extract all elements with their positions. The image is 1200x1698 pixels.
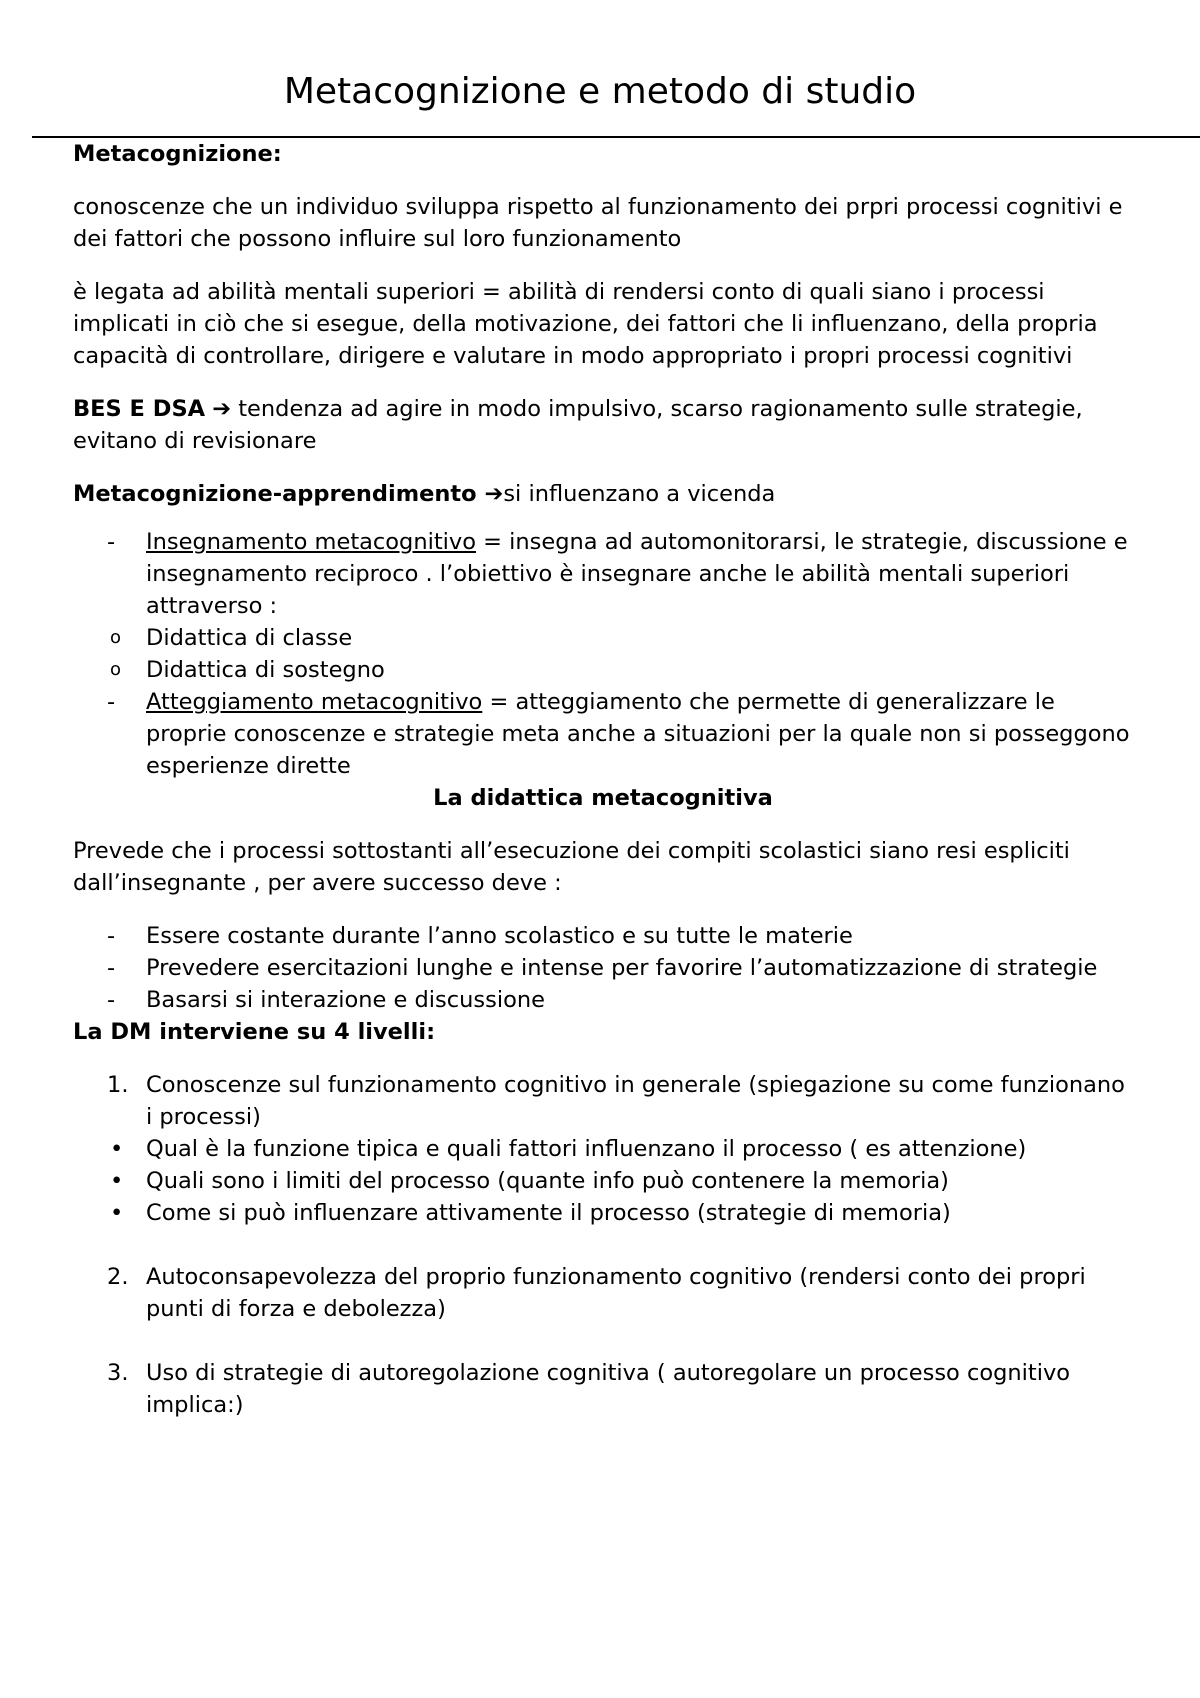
- arrow-icon: ➔: [212, 396, 232, 422]
- list-item: [73, 1069, 1133, 1229]
- sub-item-text: Didattica di classe: [146, 625, 353, 651]
- list-item: [73, 622, 1133, 654]
- list-item: [73, 984, 1133, 1016]
- dash-marker: -: [107, 529, 116, 555]
- term-atteggiamento: Atteggiamento metacognitivo: [146, 689, 483, 715]
- meta-apprendimento-paragraph: [73, 478, 1133, 510]
- sub-item-text: Come si può influenzare attivamente il processo (strategie di memoria): [146, 1200, 951, 1226]
- number-marker: 1.: [107, 1072, 129, 1098]
- list-item: [73, 1197, 1133, 1229]
- list-item: [73, 1261, 1133, 1325]
- abilities-paragraph: è legata ad abilità mentali superiori = abilità di rendersi conto di quali siano i processi implicati in ciò che si esegue, della motivazione, dei fattori che li influenzano, della propria capacità di controllare, dirigere e valutare in modo appropriato i propri processi cognitivi: [73, 279, 1098, 369]
- number-marker: 2.: [107, 1264, 129, 1290]
- livelli-heading: La DM interviene su 4 livelli:: [73, 1019, 436, 1045]
- item-text: = atteggiamento che permette di generalizzare le proprie conoscenze e strategie meta anche a situazioni per la quale non si posseggono esperienze dirette: [146, 689, 1130, 779]
- document-body: [73, 138, 1133, 1421]
- livelli-list: [73, 1069, 1133, 1421]
- dash-marker: -: [107, 987, 116, 1013]
- dash-marker: -: [107, 689, 116, 715]
- bullet-marker: •: [110, 1136, 124, 1162]
- item-text: Prevedere esercitazioni lunghe e intense per favorire l’automatizzazione di strategie: [146, 955, 1098, 981]
- item-text: Essere costante durante l’anno scolastico e su tutte le materie: [146, 923, 853, 949]
- list-item: [73, 952, 1133, 984]
- didattica-paragraph: Prevede che i processi sottostanti all’esecuzione dei compiti scolastici siano resi espliciti dall’insegnante , per avere successo deve :: [73, 838, 1070, 896]
- circle-marker: o: [110, 627, 122, 648]
- meta-apprendimento-label: Metacognizione-apprendimento: [73, 481, 485, 507]
- list-item: [73, 920, 1133, 952]
- bullet-marker: •: [110, 1200, 124, 1226]
- document-title: Metacognizione e metodo di studio: [283, 71, 917, 112]
- level-text: Autoconsapevolezza del proprio funzionamento cognitivo (rendersi conto dei propri punti di forza e debolezza): [146, 1264, 1086, 1322]
- arrow-icon: ➔: [484, 481, 504, 507]
- list-item: [73, 1357, 1133, 1421]
- sub-item-text: Didattica di sostegno: [146, 657, 385, 683]
- metacognizione-heading: [73, 138, 1133, 170]
- sub-list: [73, 622, 1133, 686]
- sub-list: [73, 1133, 1133, 1229]
- definition-paragraph: conoscenze che un individuo sviluppa rispetto al funzionamento dei prpri processi cognitivi e dei fattori che possono influire sul loro funzionamento: [73, 194, 1123, 252]
- dash-marker: -: [107, 955, 116, 981]
- heading-text: Metacognizione:: [73, 141, 282, 167]
- bes-dsa-label: BES E DSA: [73, 396, 206, 422]
- number-marker: 3.: [107, 1360, 129, 1386]
- level-text: Conoscenze sul funzionamento cognitivo in generale (spiegazione su come funzionano i processi): [146, 1072, 1125, 1130]
- didattica-heading: La didattica metacognitiva: [433, 785, 773, 811]
- didattica-list: [73, 920, 1133, 1016]
- list-item: [73, 1165, 1133, 1197]
- list-item: [73, 1133, 1133, 1165]
- term-insegnamento: Insegnamento metacognitivo: [146, 529, 477, 555]
- bullet-marker: •: [110, 1168, 124, 1194]
- meta-list: [73, 526, 1133, 782]
- bes-dsa-text: tendenza ad agire in modo impulsivo, scarso ragionamento sulle strategie, evitano di revisionare: [73, 396, 1083, 454]
- sub-item-text: Qual è la funzione tipica e quali fattori influenzano il processo ( es attenzione): [146, 1136, 1027, 1162]
- sub-item-text: Quali sono i limiti del processo (quante info può contenere la memoria): [146, 1168, 949, 1194]
- circle-marker: o: [110, 659, 122, 680]
- item-text: Basarsi si interazione e discussione: [146, 987, 545, 1013]
- item-text: = insegna ad automonitorarsi, le strategie, discussione e insegnamento reciproco . l’obiettivo è insegnare anche le abilità mentali superiori attraverso :: [146, 529, 1128, 619]
- list-item: [73, 654, 1133, 686]
- list-item: [73, 526, 1133, 686]
- list-item: [73, 686, 1133, 782]
- level-text: Uso di strategie di autoregolazione cognitiva ( autoregolare un processo cognitivo implica:): [146, 1360, 1071, 1418]
- dash-marker: -: [107, 923, 116, 949]
- bes-dsa-paragraph: [73, 393, 1133, 457]
- meta-apprendimento-text: si influenzano a vicenda: [503, 481, 776, 507]
